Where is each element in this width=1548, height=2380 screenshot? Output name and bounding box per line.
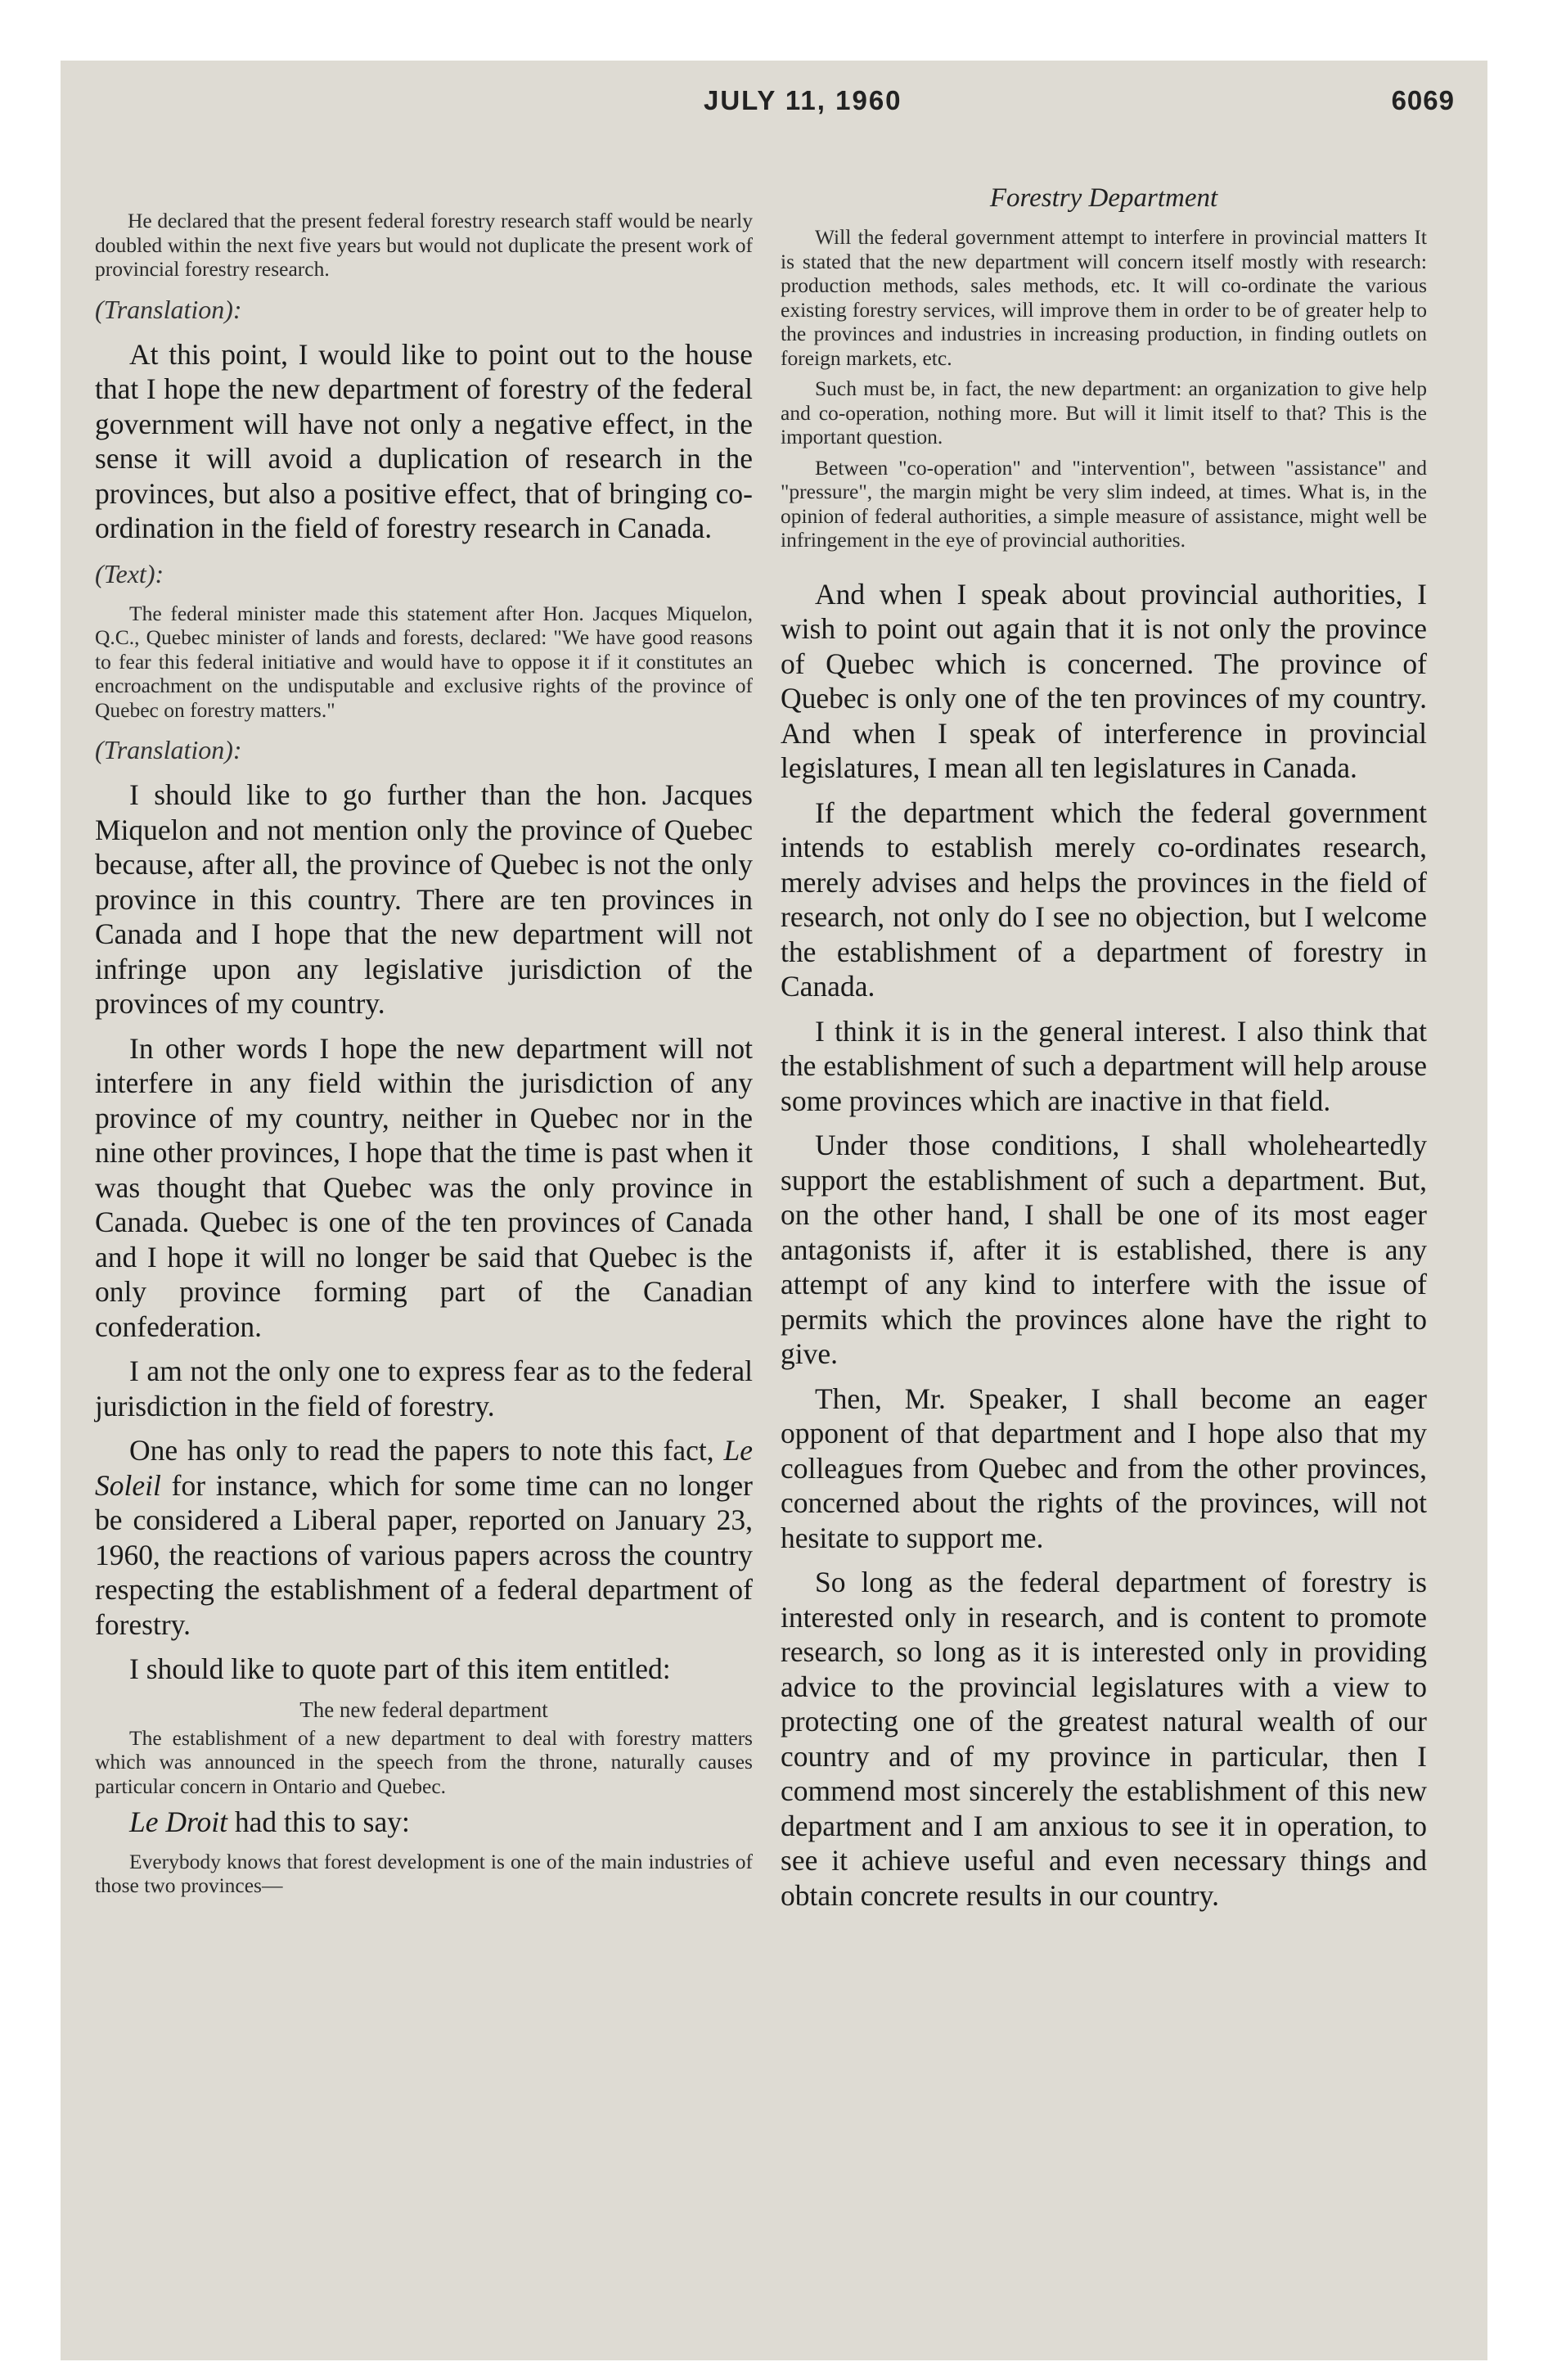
quote-title: The new federal department xyxy=(299,1697,548,1722)
section-subheading: Forestry Department xyxy=(989,183,1218,213)
text-run: had this to say: xyxy=(227,1805,410,1838)
body-paragraph: If the department which the federal government intends to establish merely co-ordinates research, merely advises and helps the provinces in the field of research, not only do I see no objection, but I welcome the establishment of a department of forestry in Canada. xyxy=(781,796,1427,1003)
quoted-paragraph: Such must be, in fact, the new department: an organization to give help and co-operation, nothing more. But will it limit itself to that? This is the important question. xyxy=(781,376,1427,449)
quoted-paragraph: The federal minister made this statement after Hon. Jacques Miquelon, Q.C., Quebec minister of lands and forests, declared: "We have good reasons to fear this federal initiative and would have to oppose it if it constitutes an encroachment on the undisputable and exclusive rights of the province of Quebec on forestry matters." xyxy=(95,601,753,722)
text-label: (Text): xyxy=(95,558,164,588)
text-run: One has only to read the papers to note this fact, xyxy=(129,1434,724,1467)
text-run: for instance, which for some time can no longer be considered a Liberal paper, reported on January 23, 1960, the reactions of various papers across the country respecting the establishment of a federal department of forestry. xyxy=(95,1468,753,1641)
body-paragraph: I think it is in the general interest. I also think that the establishment of such a department will help arouse some provinces which are inactive in that field. xyxy=(781,1014,1427,1117)
newspaper-name: Le Droit xyxy=(129,1805,227,1838)
body-paragraph: In other words I hope the new department will not interfere in any field within the jurisdiction of any province of my country, neither in Quebec nor in the nine other provinces, I hope that the time is past when it was thought that Quebec was the only province in Canada. Quebec is one of the ten provinces of Canada and I hope it will no longer be said that Quebec is the only province forming part of the Canadian confederation. xyxy=(95,1031,753,1343)
right-column xyxy=(781,183,1427,1922)
translation-label: (Translation): xyxy=(95,294,242,324)
body-paragraph: At this point, I would like to point out to the house that I hope the new department of forestry of the federal government will have not only a negative effect, in the sense it will avoid a duplication of research in the provinces, but also a positive effect, that of bringing co-ordination in the field of forestry research in Canada. xyxy=(95,337,753,544)
body-paragraph: So long as the federal department of forestry is interested only in research, and is content to promote research, so long as it is interested only in providing advice to the provincial legislatures with a view to protecting one of the greatest natural wealth of our country and of my province in particular, then I commend most sincerely the establishment of this new department and I am anxious to see it in operation, to see it achieve useful and even necessary things and obtain concrete results in our country. xyxy=(781,1566,1427,1912)
page-date: JULY 11, 1960 xyxy=(704,85,902,115)
body-paragraph: I should like to go further than the hon. Jacques Miquelon and not mention only the province of Quebec because, after all, the province of Quebec is not the only province in this country. There are ten provinces in Canada and I hope that the new department will not infringe upon any legislative jurisdiction of the provinces of my country. xyxy=(95,778,753,1020)
body-paragraph: Under those conditions, I shall wholeheartedly support the establishment of such a department. But, on the other hand, I shall be one of its most eager antagonists if, after it is established, there is any attempt of any kind to interfere with the issue of permits which the provinces alone have the right to give. xyxy=(781,1129,1427,1370)
page-header xyxy=(61,85,1487,134)
body-paragraph: I should like to quote part of this item entitled: xyxy=(129,1652,671,1685)
quoted-paragraph: Between "co-operation" and "intervention", between "assistance" and "pressure", the margin might be very slim indeed, at times. What is, in the opinion of federal authorities, a simple measure of assistance, might well be infringement in the eye of provincial authorities. xyxy=(781,455,1427,552)
newspaper-name: Le Soleil xyxy=(95,1434,753,1502)
quoted-paragraph: Everybody knows that forest development is one of the main industries of those two provinces— xyxy=(95,1849,753,1897)
translation-label: (Translation): xyxy=(95,735,242,764)
quoted-paragraph: He declared that the present federal forestry research staff would be nearly doubled within the next five years but would not duplicate the present work of provincial forestry research. xyxy=(95,209,753,281)
body-paragraph: Then, Mr. Speaker, I shall become an eager opponent of that department and I hope also that my colleagues from Quebec and from the other provinces, concerned about the rights of the provinces, will not hesitate to support me. xyxy=(781,1382,1427,1554)
quoted-paragraph: The establishment of a new department to deal with forestry matters which was announced in the speech from the throne, naturally causes particular concern in Ontario and Quebec. xyxy=(95,1725,753,1798)
body-paragraph: And when I speak about provincial authorities, I wish to point out again that it is not only the province of Quebec which is concerned. The province of Quebec is only one of the ten provinces of my country. And when I speak of interference in provincial legislatures, I mean all ten legislatures in Canada. xyxy=(781,577,1427,784)
body-paragraph xyxy=(95,1805,753,1840)
body-paragraph: I am not the only one to express fear as to the federal jurisdiction in the field of forestry. xyxy=(95,1355,753,1422)
quoted-paragraph: Will the federal government attempt to interfere in provincial matters It is stated that the new department will concern itself mostly with research: production methods, sales methods, etc. It will co-ordinate the various existing forestry services, will improve them in order to be of greater help to the provinces and industries in increasing production, in finding outlets on foreign markets, etc. xyxy=(781,225,1427,370)
body-paragraph xyxy=(95,1433,753,1642)
page-number: 6069 xyxy=(1391,85,1455,115)
left-column xyxy=(95,209,753,1904)
